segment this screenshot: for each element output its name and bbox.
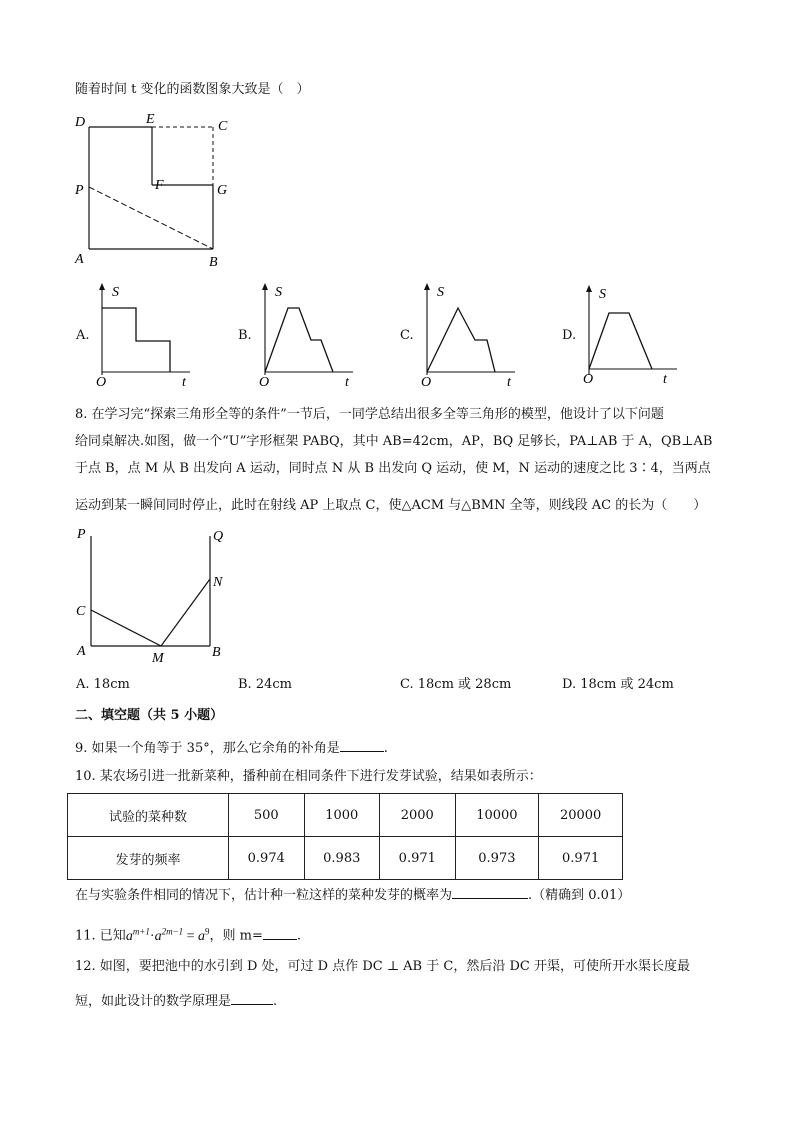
q11-end: . [296, 928, 302, 944]
q7-graph-a [90, 280, 200, 390]
table-cell: 2000 [380, 794, 456, 837]
table-cell: 0.974 [229, 837, 305, 880]
q10-answer-blank[interactable] [452, 884, 528, 899]
fig8-label-m: M [152, 651, 164, 666]
q7-option-d[interactable]: D. [562, 328, 577, 343]
q7-graph-b [253, 280, 363, 390]
fig7-label-p: P [75, 183, 84, 198]
table-cell: 0.973 [455, 837, 539, 880]
q8-line4: 运动到某一瞬间同时停止，此时在射线 AP 上取点 C，使△ACM 与△BMN 全等，则线段 AC 的长为（ ） [75, 498, 707, 513]
q7-option-a[interactable]: A. [76, 328, 90, 343]
fig8-label-c: C [76, 604, 86, 619]
graph-b-o: O [259, 375, 270, 390]
q8-option-c[interactable]: C. 18cm 或 28cm [400, 677, 512, 692]
graph-a-s: S [112, 285, 119, 300]
q8-line2: 给同桌解决.如图，做一个“U”字形框架 PABQ，其中 AB=42cm，AP，BQ 足够长，PA⊥AB 于 A，QB⊥AB [75, 434, 713, 449]
q12-line1: 12. 如图，要把池中的水引到 D 处，可过 D 点作 DC ⊥ AB 于 C，然后沿 DC 开渠，可使所开水渠长度最 [75, 959, 690, 974]
q7-option-b[interactable]: B. [238, 328, 252, 343]
graph-b-t: t [345, 375, 349, 390]
fig7-label-a: A [75, 252, 84, 267]
q10-text: 10. 某农场引进一批新菜种，播种前在相同条件下进行发芽试验，结果如表所示： [75, 769, 542, 784]
q12-end: . [273, 994, 278, 1009]
fig7-label-b: B [209, 255, 218, 270]
q7-figure [70, 108, 240, 273]
q9-end: . [383, 741, 388, 756]
fig7-label-c: C [218, 119, 228, 134]
table-row [68, 837, 623, 880]
q8-line3: 于点 B，点 M 从 B 出发向 A 运动，同时点 N 从 B 出发向 Q 运动，使 M，N 运动的速度之比 3∶4，当两点 [75, 461, 711, 476]
q8-option-d[interactable]: D. 18cm 或 24cm [562, 677, 674, 692]
q7-option-c[interactable]: C. [400, 328, 414, 343]
graph-d-o: O [583, 372, 594, 387]
q9-answer-blank[interactable] [340, 737, 384, 752]
graph-c-t: t [507, 375, 511, 390]
q8-figure [72, 522, 242, 667]
fig8-label-a: A [77, 644, 86, 659]
fig7-label-f: F [155, 178, 164, 193]
table-row [68, 794, 623, 837]
q8-option-b[interactable]: B. 24cm [238, 677, 292, 692]
table-cell: 1000 [304, 794, 380, 837]
fig8-label-b: B [212, 645, 221, 660]
q7-graph-d [577, 280, 687, 390]
table-cell: 0.971 [539, 837, 623, 880]
q10-after [75, 884, 630, 906]
fig8-label-p: P [77, 527, 86, 542]
graph-a-t: t [182, 375, 186, 390]
fig8-label-n: N [213, 575, 223, 590]
fig7-label-e: E [146, 112, 155, 127]
table-header-frequency: 发芽的频率 [68, 837, 229, 880]
fig7-label-g: G [217, 183, 228, 198]
q11 [75, 921, 301, 947]
q7-stem: 随着时间 t 变化的函数图象大致是（ ） [75, 82, 310, 97]
table-cell: 500 [229, 794, 305, 837]
graph-d-s: S [599, 287, 606, 302]
fig8-label-q: Q [213, 529, 224, 544]
graph-c-o: O [421, 375, 432, 390]
fig7-label-d: D [75, 115, 86, 130]
q9 [75, 737, 388, 759]
table-cell: 0.971 [380, 837, 456, 880]
q8-option-a[interactable]: A. 18cm [76, 677, 130, 692]
table-cell: 0.983 [304, 837, 380, 880]
q11-text: 11. 已知 [75, 928, 126, 944]
q8-line1: 8. 在学习完“探索三角形全等的条件”一节后，一同学总结出很多全等三角形的模型，他设计了以下问题 [75, 407, 664, 422]
graph-b-s: S [275, 285, 282, 300]
q10-table [67, 793, 623, 880]
graph-d-t: t [663, 372, 667, 387]
graph-a-o: O [96, 375, 107, 390]
q11-formula: $a^{m+1}\cdot a^{2m-1} = a^9$ [125, 926, 210, 944]
q12-line2 [75, 990, 277, 1012]
graph-c-s: S [437, 285, 444, 300]
table-header-seeds: 试验的菜种数 [68, 794, 229, 837]
q10-after-text: 在与实验条件相同的情况下，估计种一粒这样的菜种发芽的概率为 [75, 888, 453, 903]
section-heading: 二、填空题（共 5 小题） [75, 708, 224, 723]
q10-precision: .（精确到 0.01） [528, 888, 631, 903]
q11-mid: ，则 m= [209, 928, 263, 944]
table-cell: 20000 [539, 794, 623, 837]
table-cell: 10000 [455, 794, 539, 837]
q12-text: 短，如此设计的数学原理是 [75, 994, 232, 1009]
q11-answer-blank[interactable] [263, 925, 297, 940]
q9-text: 9. 如果一个角等于 35°，那么它余角的补角是 [75, 741, 340, 756]
q12-answer-blank[interactable] [231, 990, 273, 1005]
q7-graph-c [415, 280, 525, 390]
